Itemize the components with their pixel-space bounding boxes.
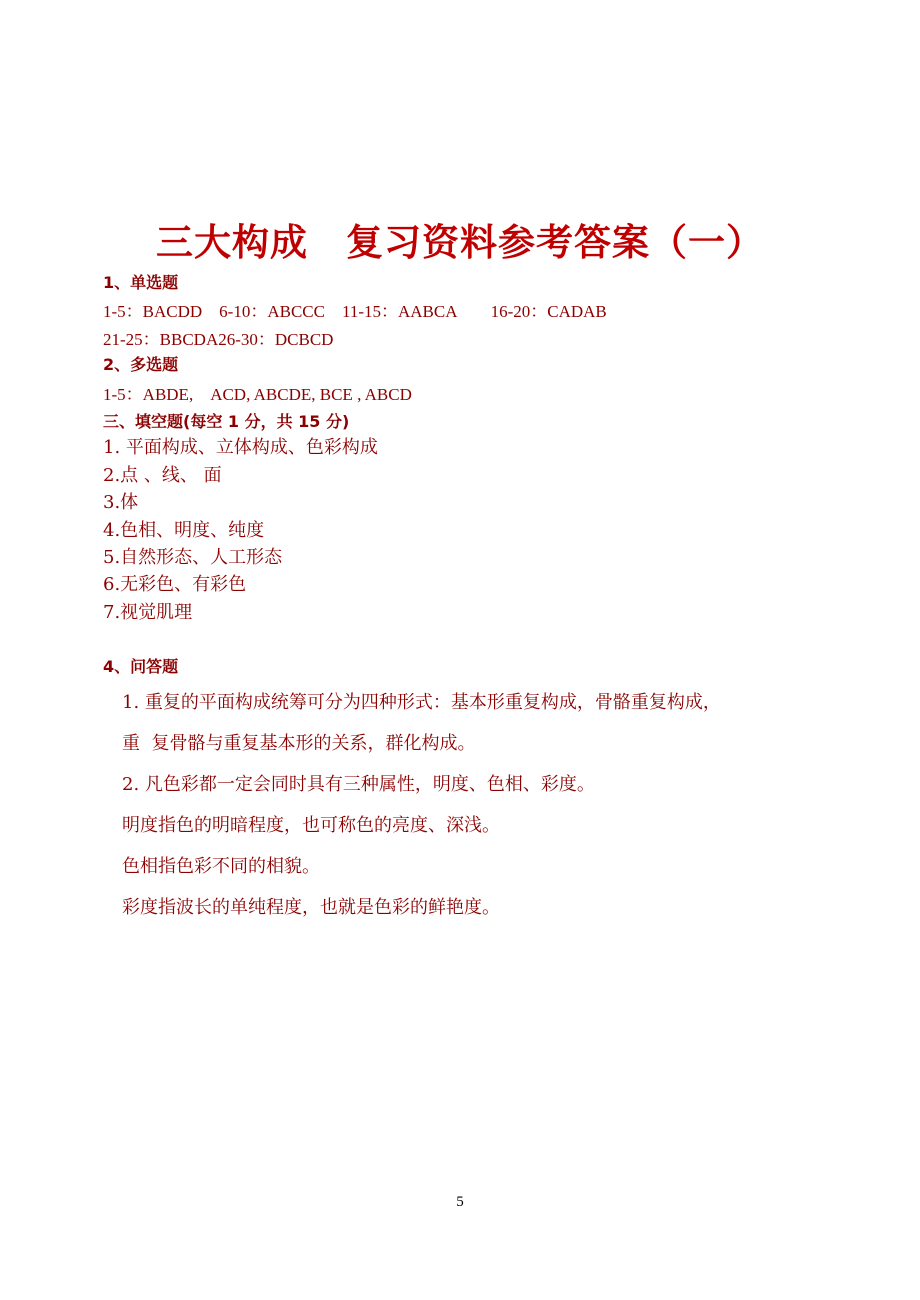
section-heading-single-choice: 1、单选题 [103,273,179,292]
answer-line: 色相指色彩不同的相貌。 [122,856,320,877]
answer-line: 1. 重复的平面构成统筹可分为四种形式：基本形重复构成，骨骼重复构成， [122,692,721,713]
section-heading-multiple-choice: 2、多选题 [103,355,179,374]
answer-line: 21-25：BBCDA26-30：DCBCD [103,330,334,349]
answer-line: 7.视觉肌理 [103,602,193,623]
answer-line: 1-5：BACDD 6-10：ABCCC 11-15：AABCA 16-20：CADAB [103,302,607,321]
answer-line: 4.色相、明度、纯度 [103,520,265,541]
answer-line: 明度指色的明暗程度，也可称色的亮度、深浅。 [122,815,500,836]
page-number: 5 [456,1194,464,1210]
answer-line: 2. 凡色彩都一定会同时具有三种属性，明度、色相、彩度。 [122,774,595,795]
answer-line: 2.点 、线、 面 [103,465,222,486]
answer-line: 3.体 [103,492,139,513]
answer-line: 5.自然形态、人工形态 [103,547,283,568]
section-heading-qa: 4、问答题 [103,657,179,676]
answer-line: 重 复骨骼与重复基本形的关系，群化构成。 [122,733,476,754]
answer-line: 6.无彩色、有彩色 [103,574,247,595]
answer-line: 彩度指波长的单纯程度，也就是色彩的鲜艳度。 [122,897,500,918]
answer-line: 1. 平面构成、立体构成、色彩构成 [103,437,378,458]
section-heading-fill-in: 三、填空题(每空 1 分，共 15 分) [103,412,350,431]
answer-line: 1-5：ABDE, ACD, ABCDE, BCE , ABCD [103,385,412,404]
document-title: 三大构成 复习资料参考答案（一） [156,221,764,264]
